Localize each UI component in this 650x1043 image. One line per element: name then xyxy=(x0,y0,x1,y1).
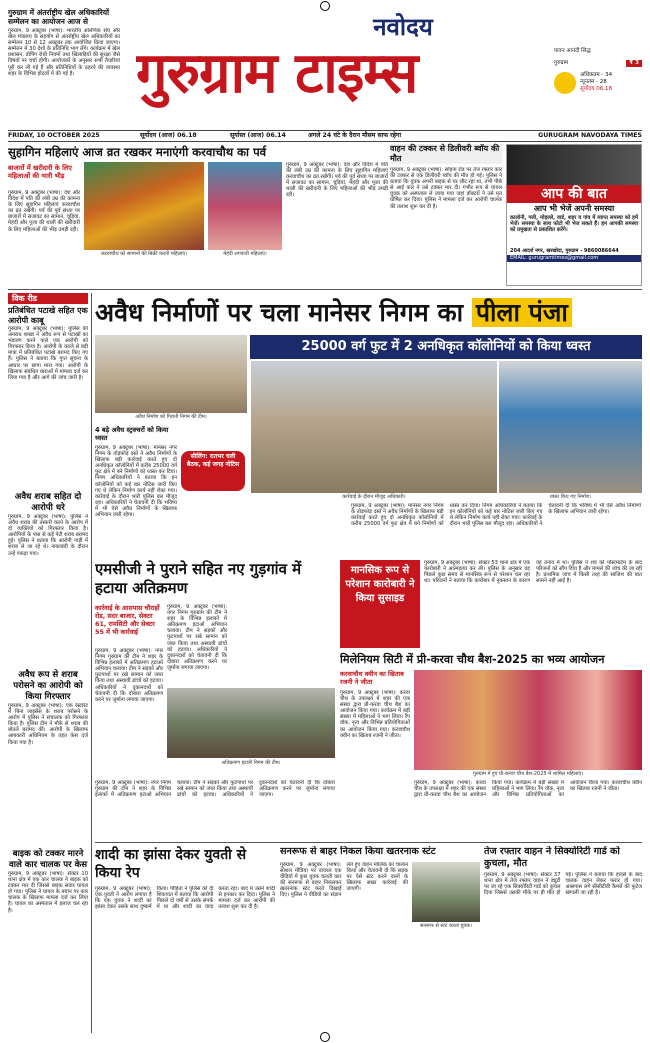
guard-body: गुरुग्राम, 9 अक्टूबर (भाषा): सेक्टर 37 थाना क्षेत्र में तेज रफ्तार वाहन ने ड्यूटी पर जा रहे एक सिक्योरिटी गार्ड को कुचल दिया जिससे उसकी मौके पर ही मौत हो गई। पुलिस ने बताया कि हादसे के बाद चालक वाहन लेकर फरार हो गया। आसपास लगे सीसीटीवी कैमरों की फुटेज खंगाली जा रही है। xyxy=(484,872,642,897)
aapkibaat-address: 204 आदर्श नगर, खरखोदा, गुरुग्राम - 9860086644 xyxy=(510,248,619,254)
karwa-photo-1 xyxy=(84,162,204,250)
karwa-headline: सुहागिन महिलाएं आज व्रत रखकर मनाएंगी करवाचौथ का पर्व xyxy=(8,145,267,159)
quick-read-label: विक रीड xyxy=(8,293,88,304)
aapkibaat-subtitle: आप भी भेजें अपनी समस्या xyxy=(533,204,615,213)
karwa-kicker: बाजारों में खरीदारी के लिए महिलाओं की भारी भीड़ xyxy=(8,164,72,180)
date-text: FRIDAY, 10 OCTOBER 2025 xyxy=(8,132,100,139)
lead-subhead: 25000 वर्ग फुट में 2 अनधिकृत कॉलोनियों को किया ध्वस्त xyxy=(250,335,642,359)
top-left-body: गुरुग्राम, 9 अक्टूबर (भाषा): भारतीय ओलंपिक संघ और खेल मंत्रालय के सहयोग से अंतर्राष्ट्रीय खेल अधिकारियों का सम्मेलन 10 से 12 अक्टूबर तक आयोजित किया जाएगा। सम्मेलन में 30 देशों के प्रतिनिधि भाग लेंगे। कार्यक्रम में खेल प्रशासन, डोपिंग रोधी नियमों तथा खिलाड़ियों की सुरक्षा जैसे विषयों पर चर्चा होगी। आयोजकों के अनुसार सभी तैयारियां पूरी कर ली गई हैं और प्रतिनिधियों के ठहरने की व्यवस्था शहर के विभिन्न होटलों में की गई है। xyxy=(8,28,120,77)
brief-1-title: प्रतिबंधित पटाखे सहित एक आरोपी काबू xyxy=(8,306,88,325)
brief-4-body: गुरुग्राम, 9 अक्टूबर (भाषा): सेक्टर 10 थाना क्षेत्र में एक कार चालक ने बाइक को टक्कर मार दी जिससे बाइक सवार घायल हो गया। पुलिस ने घायल के बयान पर कार चालक के खिलाफ मामला दर्ज कर लिया है। घायल का अस्पताल में इलाज चल रहा है। xyxy=(8,871,88,914)
registration-mark-top xyxy=(320,1,330,11)
aapkibaat-title: आप की बात xyxy=(507,185,641,203)
stunt-photo xyxy=(412,862,480,922)
weather-city: गुरुग्राम xyxy=(554,60,569,66)
brief-4-title: बाइक को टक्कर मारने वाले कार चालक पर केस xyxy=(8,849,88,870)
karwa-caption-1: करवाचौथ को सामानों की बिक्री करती महिलाएं। xyxy=(100,251,188,257)
temp-min: न्यूनतम - 28 xyxy=(580,79,607,85)
brand-small: नवोदय xyxy=(373,12,433,41)
top-left-story xyxy=(8,8,120,126)
date-bar xyxy=(8,130,642,142)
suicide-body: गुरुग्राम, 9 अक्टूबर (भाषा): सेक्टर 53 थाना क्षेत्र में एक कारोबारी ने आत्महत्या कर ली। पुलिस के अनुसार वह पिछले कुछ समय से मानसिक रूप से परेशान चल रहा था। परिजनों ने बताया कि कारोबार में नुकसान के कारण वह तनाव में था। पुलिस ने शव को पोस्टमार्टम के बाद परिजनों को सौंप दिया है और मामले की जांच की जा रही है। प्राथमिक जांच में किसी तरह की साजिश की बात सामने नहीं आई है। xyxy=(424,560,642,585)
karwa-body: गुरुग्राम, 9 अक्टूबर (भाषा): देश और विदेश में पति की लंबी उम्र की कामना के लिए सुहागिन महिलाएं करवाचौथ का व्रत रखेंगी। पर्व की पूर्व संध्या पर बाजारों में सजावट का सामान, चूड़ियां, मेहंदी और पूजा की थाली की खरीदारी के लिए महिलाओं की भीड़ उमड़ी रही। xyxy=(8,190,80,233)
lead-body-3: गुरुग्राम, 9 अक्टूबर (भाषा): मानेसर नगर निगम के तोड़फोड़ दस्ते ने अवैध निर्माणों के खिलाफ बड़ी कार्रवाई करते हुए दो अनधिकृत कॉलोनियों में करीब 25000 वर्ग फुट क्षेत्र में बने निर्माणों को ध्वस्त कर दिया। निगम अधिकारियों ने बताया कि इन कॉलोनियों को कई बार नोटिस जारी किए गए थे लेकिन निर्माण कार्य नहीं रोका गया। कार्रवाई के दौरान भारी पुलिस बल मौजूद रहा। अधिकारियों ने चेतावनी दी कि भविष्य में भी ऐसे अवैध निर्माणों के खिलाफ अभियान जारी रहेगा। xyxy=(351,503,641,528)
logo-wordmark: गुरुग्राम टाइम्स xyxy=(136,40,418,106)
lead-caption-2: कार्रवाई के दौरान मौजूद अधिकारी। xyxy=(342,494,406,500)
lead-kicker: 4 बड़े अवैध स्ट्रक्चरों को किया ध्वस्त xyxy=(95,426,169,442)
sunrise-text: सूर्योदय (आज) 06.18 xyxy=(140,132,197,139)
stunt-body: गुरुग्राम, 9 अक्टूबर (भाषा): सोशल मीडिया पर वायरल एक वीडियो में कुछ युवक चलती कार की सनरूफ से बाहर निकलकर खतरनाक स्टंट करते दिखाई दिए। पुलिस ने वीडियो का संज्ञान लेते हुए वाहन मालिक का चालान किया और चेतावनी दी कि सड़क पर ऐसे स्टंट करने वालों के खिलाफ सख्त कार्रवाई की जाएगी। xyxy=(280,862,408,899)
aapkibaat-box xyxy=(506,144,642,286)
stunt-story xyxy=(280,846,480,1034)
paper-name: GURUGRAM NAVODAYA TIMES xyxy=(538,132,642,139)
masthead xyxy=(8,8,642,126)
mcg-headline: एमसीजी ने पुराने सहित नए गुड़गांव में हटाया अतिक्रमण xyxy=(95,560,302,597)
lead-photo-2 xyxy=(251,361,497,493)
lead-photo-1 xyxy=(95,335,247,413)
lead-body-1: गुरुग्राम, 9 अक्टूबर (भाषा): मानेसर नगर निगम के तोड़फोड़ दस्ते ने अवैध निर्माणों के खिलाफ बड़ी कार्रवाई करते हुए दो अनधिकृत कॉलोनियों में करीब 25000 वर्ग फुट क्षेत्र में बने निर्माणों को ध्वस्त कर दिया। निगम अधिकारियों ने बताया कि इन कॉलोनियों को कई बार नोटिस जारी किए गए थे लेकिन निर्माण कार्य नहीं रोका गया। कार्रवाई के दौरान भारी पुलिस बल मौजूद रहा। अधिकारियों ने चेतावनी दी कि भविष्य में भी ऐसे अवैध निर्माणों के खिलाफ अभियान जारी रहेगा। xyxy=(95,445,177,519)
brief-3-title: अवैध रूप से शराब परोसने का आरोपी को किया गिरफ्तार xyxy=(13,670,83,702)
mcg-body-3: गुरुग्राम, 9 अक्टूबर (भाषा): नगर निगम गुरुग्राम की टीम ने शहर के विभिन्न इलाकों में अतिक्रमण हटाओ अभियान चलाया। टीम ने सड़कों और फुटपाथों पर रखे सामान को जब्त किया तथा अस्थायी ढांचों को हटाया। अधिकारियों ने दुकानदारों को चेतावनी दी कि दोबारा अतिक्रमण करने पर जुर्माना लगाया जाएगा। xyxy=(95,780,335,799)
price: ₹ 3 xyxy=(626,60,642,67)
karwa-body-cont: गुरुग्राम, 9 अक्टूबर (भाषा): देश और विदेश में पति की लंबी उम्र की कामना के लिए सुहागिन महिलाएं करवाचौथ का व्रत रखेंगी। पर्व की पूर्व संध्या पर बाजारों में सजावट का सामान, चूड़ियां, मेहंदी और पूजा की थाली की खरीदारी के लिए महिलाओं की भीड़ उमड़ी रही। xyxy=(286,162,388,199)
left-column xyxy=(8,293,88,1033)
brief-3-body: गुरुग्राम, 9 अक्टूबर (भाषा): एक रेस्टोरेंट में बिना लाइसेंस के शराब परोसने के आरोप में पुलिस ने संचालक को गिरफ्तार किया है। पुलिस टीम ने मौके से शराब की बोतलें बरामद कीं। आरोपी के खिलाफ आबकारी अधिनियम के तहत केस दर्ज किया गया है। xyxy=(8,703,88,746)
stunt-headline: सनरूफ से बाहर निकल किया खतरनाक स्टंट xyxy=(280,846,436,857)
karwa-story xyxy=(8,144,388,262)
mcg-kicker: कार्रवाई के आसपास चौराहों रोड, सदर बाजार, सेक्टर 61, रामसिटी और सेक्टर 55 में भी कार्रवाई xyxy=(95,604,160,636)
lead-caption-1: अवैध निर्माण को गिराती निगम की टीम। xyxy=(135,414,207,420)
brief-1-body: गुरुग्राम, 9 अक्टूबर (भाषा): पुलिस की अपराध शाखा ने अवैध रूप से पटाखों का भंडारण करने वाले एक आरोपी को गिरफ्तार किया है। आरोपी के कब्जे से बड़ी मात्रा में प्रतिबंधित पटाखे बरामद किए गए हैं। पुलिस ने बताया कि गुप्त सूचना के आधार पर छापा मारा गया। आरोपी के खिलाफ संबंधित धाराओं में मामला दर्ज कर लिया गया है और आगे की जांच जारी है। xyxy=(8,326,88,381)
lead-headline xyxy=(95,293,642,333)
temp-max: अधिकतम - 34 xyxy=(580,72,613,78)
stunt-caption: सनरूफ से स्टंट करता युवक। xyxy=(419,923,473,929)
ticker-text: अगले 24 घंटे के दैरान मौसम साफ रहेगा xyxy=(308,132,402,139)
section-divider xyxy=(8,289,642,290)
lead-headline-main: अवैध निर्माणों पर चला मानेसर निगम का xyxy=(95,298,464,327)
weather-extra: सूर्योदय 06.18 xyxy=(580,86,612,92)
brief-2-body: गुरुग्राम, 9 अक्टूबर (भाषा): पुलिस ने अवैध शराब की तस्करी करने के आरोप में दो व्यक्तियों को गिरफ्तार किया है। आरोपियों के पास से कई पेटी शराब बरामद हुई। पुलिस ने बताया कि आरोपी गाड़ी में शराब ले जा रहे थे। नाकाबंदी के दौरान उन्हें पकड़ा गया। xyxy=(8,514,88,557)
guard-story xyxy=(484,846,642,1034)
lead-photo-3 xyxy=(499,361,642,493)
mcg-story xyxy=(95,560,335,778)
sunset-text: सूर्यास्त (आज) 06.14 xyxy=(230,132,286,139)
aapkibaat-banner xyxy=(507,145,641,185)
lead-story xyxy=(95,293,642,555)
millennium-headline: मिलेनियम सिटी में प्री-करवा चौथ बैश-2025 का भव्य आयोजन xyxy=(340,653,605,666)
karwa-caption-2: मेहंदी लगवाती महिलाएं। xyxy=(223,251,267,257)
accident-headline: वाहन की टक्कर से डिलीवरी ब्वॉय की मौत xyxy=(390,144,502,164)
millennium-story xyxy=(340,652,642,840)
rape-body: गुरुग्राम, 9 अक्टूबर (भाषा): एक युवती ने आरोप लगाया है कि एक युवक ने शादी का झांसा देकर उसके साथ दुष्कर्म किया। पीड़िता ने पुलिस को दी शिकायत में बताया कि आरोपी पिछले दो वर्षों से उसके संपर्क में था और शादी का वादा करता रहा। बाद में उसने शादी से इनकार कर दिया। पुलिस ने मामला दर्ज कर आरोपी की तलाश शुरू कर दी है। xyxy=(95,886,275,911)
millennium-photo xyxy=(414,670,642,770)
left-column-divider xyxy=(91,293,92,1033)
sun-icon xyxy=(554,72,576,94)
mcg-body-2: गुरुग्राम, 9 अक्टूबर (भाषा): नगर निगम गुरुग्राम की टीम ने शहर के विभिन्न इलाकों में अतिक्रमण हटाओ अभियान चलाया। टीम ने सड़कों और फुटपाथों पर रखे सामान को जब्त किया तथा अस्थायी ढांचों को हटाया। अधिकारियों ने दुकानदारों को चेतावनी दी कि दोबारा अतिक्रमण करने पर जुर्माना लगाया जाएगा। xyxy=(95,648,163,703)
millennium-kicker: करवाचौथ क्वीन का खिताब रजनी ने जीता xyxy=(340,670,404,686)
karwa-photo-2 xyxy=(208,162,282,250)
aapkibaat-email: EMAIL: gurugramtimes@gmail.com xyxy=(507,255,641,262)
guard-headline: तेज रफ्तार वाहन ने सिक्योरिटी गार्ड को कुचला, मौत xyxy=(484,846,620,869)
lead-headline-highlight: पीला पंजा xyxy=(472,298,572,327)
registration-mark-bottom xyxy=(320,1032,330,1042)
weather-box xyxy=(554,48,642,120)
mcg-photo xyxy=(167,688,335,758)
top-left-headline: गुरुग्राम में अंतर्राष्ट्रीय खेल अधिकारियों सम्मेलन का आयोजन आज से xyxy=(8,8,109,26)
aapkibaat-body: कालोनी, गली, मोहल्ले, वार्ड, शहर व गांव में व्याप्त समस्या को हमें भेजें। समस्या के साथ फोटो भी भेज सकते हैं। हम आपकी समस्या को प्रमुखता से प्रकाशित करेंगे। xyxy=(510,215,638,234)
suicide-box: मानसिक रूप से परेशान कारोबारी ने किया सुसाइड xyxy=(340,560,420,648)
rape-headline: शादी का झांसा देकर युवती से किया रेप xyxy=(95,847,247,881)
lead-badge: सीलिंग: रातभर चली बैठक, कई जगह नोटिस xyxy=(181,451,245,491)
accident-body: गुरुग्राम, 9 अक्टूबर (भाषा): सोहना रोड पर तेज रफ्तार कार की टक्कर से एक डिलीवरी ब्वॉय की मौत हो गई। पुलिस ने बताया कि युवक अपनी बाइक से घर लौट रहा था, तभी पीछे से आई कार ने उसे टक्कर मार दी। गंभीर रूप से घायल युवक को अस्पताल ले जाया गया जहां डॉक्टरों ने उसे मृत घोषित कर दिया। पुलिस ने मामला दर्ज कर आरोपी चालक की तलाश शुरू कर दी है। xyxy=(390,167,502,210)
millennium-body-2: गुरुग्राम, 9 अक्टूबर (भाषा): करवा चौथ के उपलक्ष्य में शहर की एक संस्था द्वारा प्री-करवा चौथ बैश का आयोजन किया गया। कार्यक्रम में बड़ी संख्या में महिलाओं ने भाग लिया। रैंप वॉक, नृत्य और विभिन्न प्रतियोगिताओं का आयोजन किया गया। करवाचौथ क्वीन का खिताब रजनी ने जीता। xyxy=(414,780,642,799)
rape-story xyxy=(95,846,275,1034)
mcg-caption: अतिक्रमण हटाती निगम की टीम। xyxy=(221,760,281,766)
lead-caption-3: ध्वस्त किए गए निर्माण। xyxy=(549,494,592,500)
millennium-caption: गुरुग्राम में हुए प्री-करवा चौथ बैश-2025 में शामिल महिलाएं। xyxy=(472,771,584,777)
brief-2-title: अवैध शराब सहित दो आरोपी धरे xyxy=(14,492,82,513)
bottom-divider xyxy=(95,842,642,843)
millennium-body: गुरुग्राम, 9 अक्टूबर (भाषा): करवा चौथ के उपलक्ष्य में शहर की एक संस्था द्वारा प्री-करवा चौथ बैश का आयोजन किया गया। कार्यक्रम में बड़ी संख्या में महिलाओं ने भाग लिया। रैंप वॉक, नृत्य और विभिन्न प्रतियोगिताओं का आयोजन किया गया। करवाचौथ क्वीन का खिताब रजनी ने जीता। xyxy=(340,690,410,739)
issue-label: पावन आनंदी सिद्ध xyxy=(554,48,591,54)
mcg-body: गुरुग्राम, 9 अक्टूबर (भाषा): नगर निगम गुरुग्राम की टीम ने शहर के विभिन्न इलाकों में अतिक्रमण हटाओ अभियान चलाया। टीम ने सड़कों और फुटपाथों पर रखे सामान को जब्त किया तथा अस्थायी ढांचों को हटाया। अधिकारियों ने दुकानदारों को चेतावनी दी कि दोबारा अतिक्रमण करने पर जुर्माना लगाया जाएगा। xyxy=(167,604,227,671)
accident-story xyxy=(390,144,502,262)
